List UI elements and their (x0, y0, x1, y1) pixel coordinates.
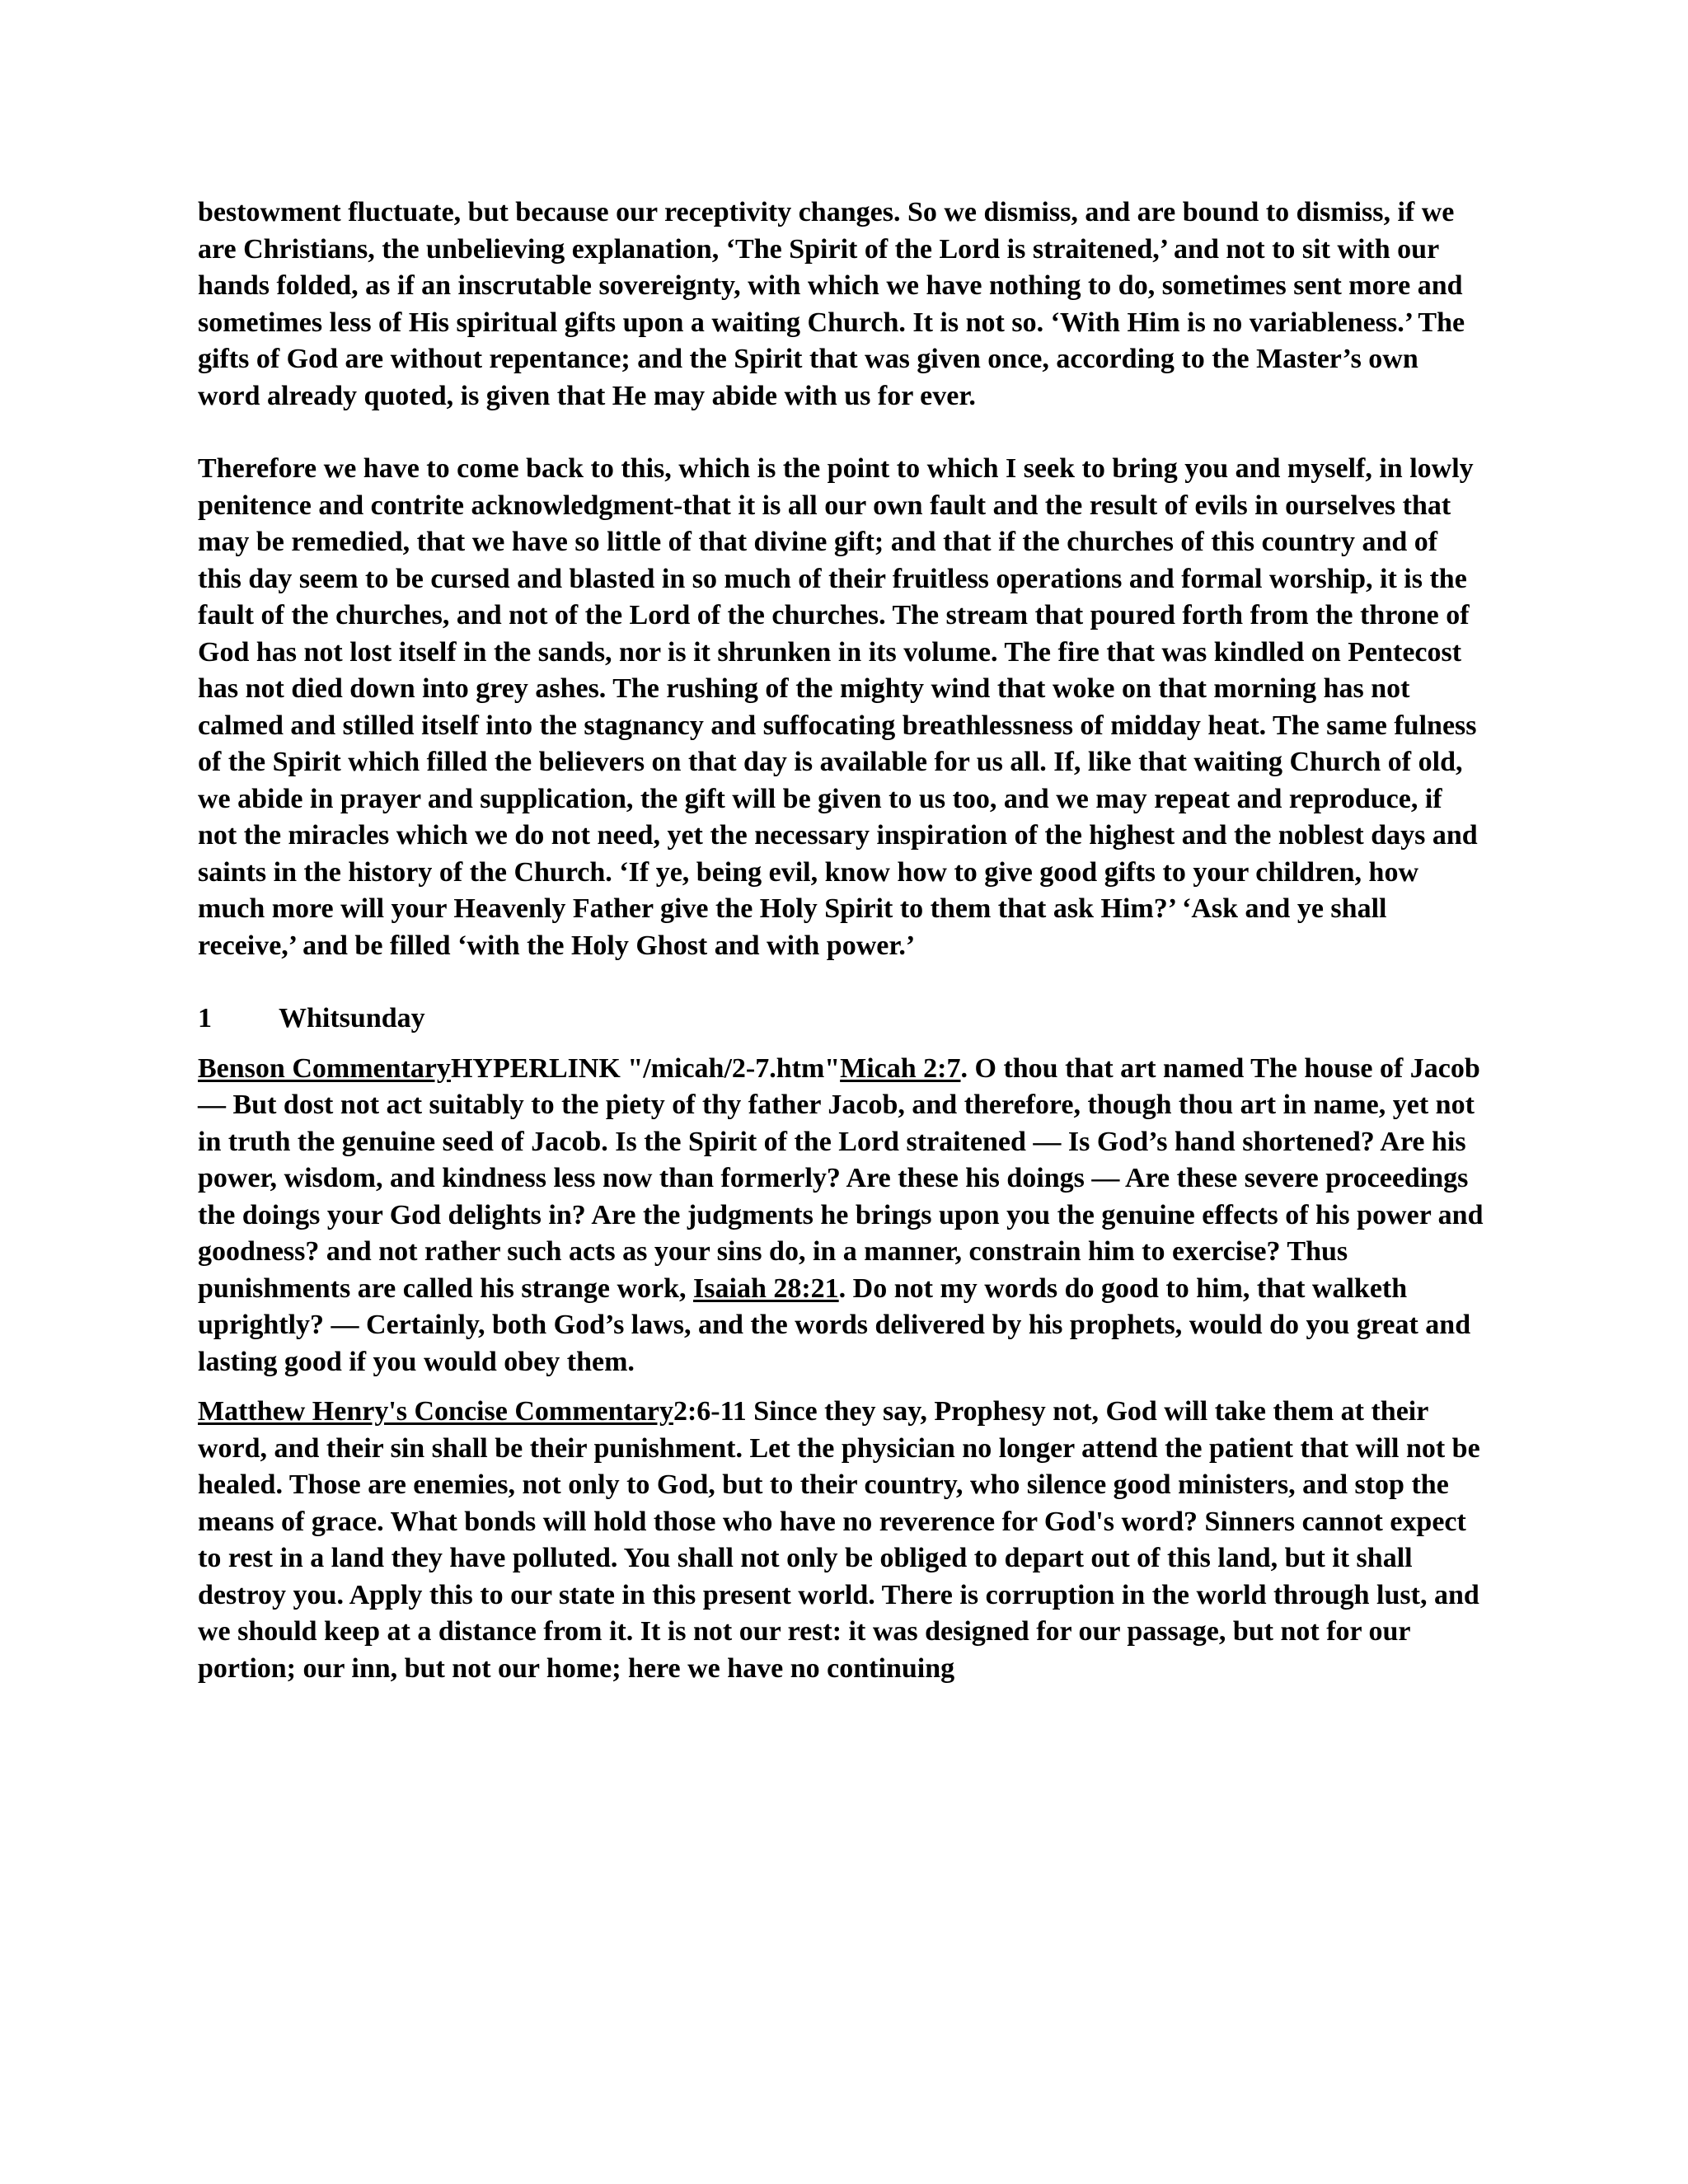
section-heading (198, 1001, 1484, 1038)
section-title: Whitsunday (279, 1003, 425, 1033)
paragraph-spacer (198, 964, 1484, 1001)
henry-commentary-link[interactable]: Matthew Henry's Concise Commentary (198, 1396, 673, 1427)
henry-commentary-paragraph (198, 1394, 1484, 1687)
micah-verse-link[interactable]: Micah 2:7 (840, 1052, 961, 1084)
hyperlink-field-code: HYPERLINK "/micah/2-7.htm" (450, 1052, 841, 1084)
benson-commentary-text-end: . Do not my words do good to him, that walketh uprightly? — Certainly, both God’s laws, and the words delivered by his prophets, would do you great and lasting good if you would obey them. (198, 1272, 1471, 1377)
isaiah-reference-link[interactable]: Isaiah 28:21 (693, 1272, 839, 1304)
section-number: 1 (198, 1003, 212, 1033)
paragraph-penitence: Therefore we have to come back to this, which is the point to which I seek to bring you and myself, in lowly penitence and contrite acknowledgment-that it is all our own fault and the result of evils in ourselves that may be remedied, that we have so little of that divine gift; and that if the churches of this country and of this day seem to be cursed and blasted in so much of their fruitless operations and formal worship, it is the fault of the churches, and not of the Lord of the churches. The stream that poured forth from the throne of God has not lost itself in the sands, nor is it shrunken in its volume. The fire that was kindled on Pentecost has not died down into grey ashes. The rushing of the mighty wind that woke on that morning has not calmed and stilled itself into the stagnancy and suffocating breathlessness of midday heat. The same fulness of the Spirit which filled the believers on that day is available for us all. If, like that waiting Church of old, we abide in prayer and supplication, the gift will be given to us too, and we may repeat and reproduce, if not the miracles which we do not need, yet the necessary inspiration of the highest and the noblest days and saints in the history of the Church. ‘If ye, being evil, know how to give good gifts to your children, how much more will your Heavenly Father give the Holy Spirit to them that ask Him?’ ‘Ask and ye shall receive,’ and be filled ‘with the Holy Ghost and with power.’ (198, 453, 1478, 961)
henry-commentary-text: 2:6-11 Since they say, Prophesy not, God will take them at their word, and their sin shall be their punishment. Let the physician no longer attend the patient that will not be healed. Those are enemies, not only to God, but to their country, who silence good ministers, and stop the means of grace. What bonds will hold those who have no reverence for God's word? Sinners cannot expect to rest in a land they have polluted. You shall not only be obliged to depart out of this land, but it shall destroy you. Apply this to our state in this present world. There is corruption in the world through lust, and we should keep at a distance from it. It is not our rest: it was designed for our passage, but not for our portion; our inn, but not our home; here we have no continuing (198, 1396, 1480, 1684)
paragraph-receptivity: bestowment fluctuate, but because our receptivity changes. So we dismiss, and are bound to dismiss, if we are Christians, the unbelieving explanation, ‘The Spirit of the Lord is straitened,’ and not to sit with our hands folded, as if an inscrutable sovereignty, with which we have nothing to do, sometimes sent more and sometimes less of His spiritual gifts upon a waiting Church. It is not so. ‘With Him is no variableness.’ The gifts of God are without repentance; and the Spirit that was given once, according to the Master’s own word already quoted, is given that He may abide with us for ever. (198, 197, 1465, 411)
paragraph-spacer (198, 1380, 1484, 1394)
paragraph-spacer (198, 1038, 1484, 1051)
paragraph-spacer (198, 415, 1484, 451)
benson-commentary-link[interactable]: Benson Commentary (198, 1052, 451, 1084)
benson-commentary-paragraph (198, 1051, 1484, 1381)
document-page (198, 194, 1484, 1687)
benson-commentary-text: . O thou that art named The house of Jacob — But dost not act suitably to the piety of thy father Jacob, and therefore, though thou art in name, yet not in truth the genuine seed of Jacob. Is the Spirit of the Lord straitened — Is God’s hand shortened? Are his power, wisdom, and kindness less now than formerly? Are these his doings — Are these severe proceedings the doings your God delights in? Are the judgments he brings upon you the genuine effects of his power and goodness? and not rather such acts as your sins do, in a manner, constrain him to exercise? Thus punishments are called his strange work, (198, 1052, 1484, 1304)
